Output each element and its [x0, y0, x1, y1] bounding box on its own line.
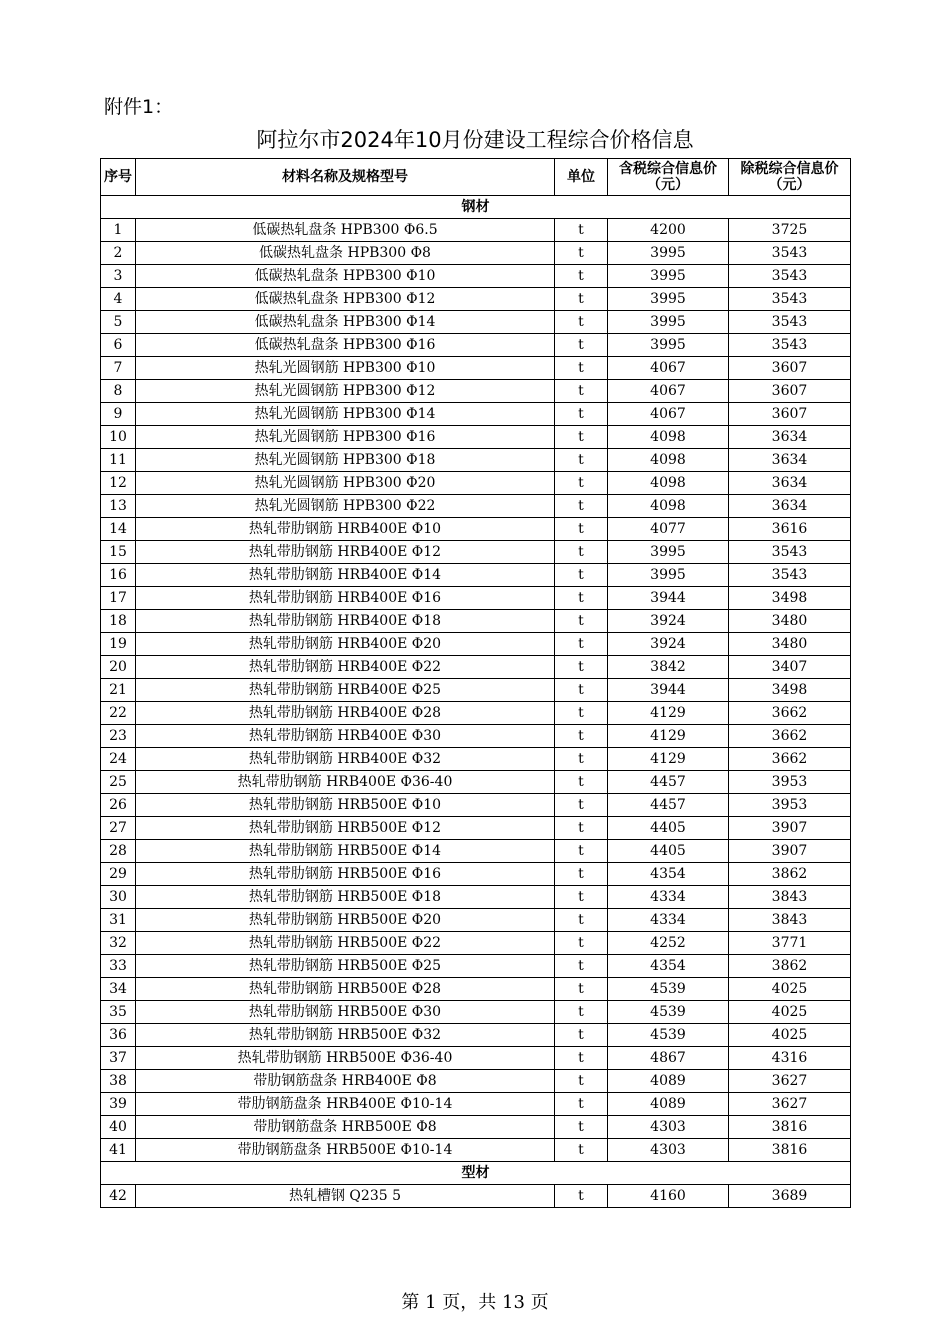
- cell-price-tax: 4067: [608, 380, 729, 403]
- cell-price-notax: 3607: [729, 403, 851, 426]
- cell-unit: t: [555, 771, 608, 794]
- cell-unit: t: [555, 633, 608, 656]
- cell-material-name: 热轧带肋钢筋 HRB400E Φ32: [136, 748, 555, 771]
- cell-row-no: 35: [101, 1001, 136, 1024]
- cell-price-notax: 3689: [729, 1185, 851, 1208]
- cell-price-notax: 3634: [729, 449, 851, 472]
- cell-price-notax: 3607: [729, 380, 851, 403]
- cell-material-name: 热轧带肋钢筋 HRB500E Φ14: [136, 840, 555, 863]
- cell-price-tax: 4867: [608, 1047, 729, 1070]
- cell-price-tax: 4539: [608, 978, 729, 1001]
- cell-price-tax: 4539: [608, 1024, 729, 1047]
- cell-unit: t: [555, 311, 608, 334]
- cell-row-no: 33: [101, 955, 136, 978]
- cell-row-no: 15: [101, 541, 136, 564]
- table-row: [101, 1001, 851, 1024]
- cell-unit: t: [555, 357, 608, 380]
- cell-material-name: 热轧带肋钢筋 HRB500E Φ16: [136, 863, 555, 886]
- cell-price-tax: 4457: [608, 771, 729, 794]
- cell-price-tax: 4354: [608, 863, 729, 886]
- table-row: [101, 932, 851, 955]
- cell-row-no: 38: [101, 1070, 136, 1093]
- table-row: [101, 1093, 851, 1116]
- cell-row-no: 39: [101, 1093, 136, 1116]
- cell-row-no: 30: [101, 886, 136, 909]
- cell-material-name: 带肋钢筋盘条 HRB500E Φ10-14: [136, 1139, 555, 1162]
- cell-price-tax: 4077: [608, 518, 729, 541]
- table-row: [101, 449, 851, 472]
- cell-price-tax: 4354: [608, 955, 729, 978]
- cell-row-no: 13: [101, 495, 136, 518]
- cell-unit: t: [555, 932, 608, 955]
- table-row: [101, 771, 851, 794]
- cell-row-no: 2: [101, 242, 136, 265]
- table-row: [101, 817, 851, 840]
- cell-price-tax: 4539: [608, 1001, 729, 1024]
- table-row: [101, 840, 851, 863]
- cell-unit: t: [555, 265, 608, 288]
- cell-price-notax: 3543: [729, 242, 851, 265]
- table-row: [101, 587, 851, 610]
- table-row: [101, 909, 851, 932]
- cell-material-name: 热轧光圆钢筋 HPB300 Φ16: [136, 426, 555, 449]
- cell-row-no: 26: [101, 794, 136, 817]
- cell-price-notax: 3407: [729, 656, 851, 679]
- cell-price-tax: 3944: [608, 587, 729, 610]
- cell-row-no: 27: [101, 817, 136, 840]
- cell-price-notax: 4025: [729, 1001, 851, 1024]
- cell-material-name: 热轧带肋钢筋 HRB500E Φ22: [136, 932, 555, 955]
- cell-unit: t: [555, 679, 608, 702]
- cell-unit: t: [555, 863, 608, 886]
- table-row: [101, 1139, 851, 1162]
- cell-material-name: 带肋钢筋盘条 HRB400E Φ10-14: [136, 1093, 555, 1116]
- cell-unit: t: [555, 242, 608, 265]
- cell-price-tax: 4334: [608, 886, 729, 909]
- table-row: [101, 1070, 851, 1093]
- cell-row-no: 16: [101, 564, 136, 587]
- cell-price-tax: 3924: [608, 610, 729, 633]
- table-row: [101, 541, 851, 564]
- cell-price-tax: 4098: [608, 449, 729, 472]
- section-row: [101, 196, 851, 219]
- cell-unit: t: [555, 1047, 608, 1070]
- cell-unit: t: [555, 978, 608, 1001]
- table-row: [101, 702, 851, 725]
- cell-material-name: 热轧光圆钢筋 HPB300 Φ12: [136, 380, 555, 403]
- table-row: [101, 748, 851, 771]
- cell-price-tax: 4129: [608, 702, 729, 725]
- cell-price-notax: 3953: [729, 794, 851, 817]
- table-row: [101, 334, 851, 357]
- table-row: [101, 357, 851, 380]
- cell-price-notax: 3627: [729, 1093, 851, 1116]
- cell-price-tax: 4098: [608, 472, 729, 495]
- cell-unit: t: [555, 518, 608, 541]
- cell-material-name: 热轧带肋钢筋 HRB400E Φ20: [136, 633, 555, 656]
- header-price-notax: 除税综合信息价（元）: [729, 159, 851, 196]
- cell-unit: t: [555, 955, 608, 978]
- table-row: [101, 403, 851, 426]
- cell-material-name: 热轧光圆钢筋 HPB300 Φ20: [136, 472, 555, 495]
- cell-material-name: 热轧带肋钢筋 HRB500E Φ20: [136, 909, 555, 932]
- cell-unit: t: [555, 380, 608, 403]
- header-material-name: 材料名称及规格型号: [136, 159, 555, 196]
- cell-unit: t: [555, 1185, 608, 1208]
- table-row: [101, 794, 851, 817]
- cell-material-name: 低碳热轧盘条 HPB300 Φ10: [136, 265, 555, 288]
- cell-price-notax: 4316: [729, 1047, 851, 1070]
- table-row: [101, 472, 851, 495]
- cell-material-name: 低碳热轧盘条 HPB300 Φ16: [136, 334, 555, 357]
- cell-price-tax: 4067: [608, 403, 729, 426]
- cell-material-name: 热轧光圆钢筋 HPB300 Φ14: [136, 403, 555, 426]
- cell-row-no: 11: [101, 449, 136, 472]
- page-footer: 第 1 页，共 13 页: [401, 1292, 549, 1313]
- table-row: [101, 288, 851, 311]
- cell-price-notax: 3607: [729, 357, 851, 380]
- cell-row-no: 7: [101, 357, 136, 380]
- cell-price-notax: 3634: [729, 426, 851, 449]
- cell-price-notax: 4025: [729, 1024, 851, 1047]
- table-row: [101, 610, 851, 633]
- cell-row-no: 1: [101, 219, 136, 242]
- cell-unit: t: [555, 219, 608, 242]
- cell-price-notax: 3627: [729, 1070, 851, 1093]
- table-row: [101, 633, 851, 656]
- cell-material-name: 热轧带肋钢筋 HRB400E Φ30: [136, 725, 555, 748]
- cell-material-name: 低碳热轧盘条 HPB300 Φ12: [136, 288, 555, 311]
- cell-material-name: 热轧槽钢 Q235 5: [136, 1185, 555, 1208]
- cell-price-notax: 3907: [729, 840, 851, 863]
- cell-price-notax: 3543: [729, 541, 851, 564]
- cell-material-name: 热轧带肋钢筋 HRB400E Φ25: [136, 679, 555, 702]
- cell-price-notax: 3662: [729, 702, 851, 725]
- cell-material-name: 带肋钢筋盘条 HRB400E Φ8: [136, 1070, 555, 1093]
- cell-material-name: 热轧带肋钢筋 HRB400E Φ16: [136, 587, 555, 610]
- section-row: [101, 1162, 851, 1185]
- cell-price-notax: 3725: [729, 219, 851, 242]
- cell-row-no: 24: [101, 748, 136, 771]
- cell-unit: t: [555, 426, 608, 449]
- table-row: [101, 564, 851, 587]
- table-row: [101, 725, 851, 748]
- cell-price-tax: 4303: [608, 1139, 729, 1162]
- cell-row-no: 6: [101, 334, 136, 357]
- table-row: [101, 380, 851, 403]
- cell-price-tax: 3924: [608, 633, 729, 656]
- cell-price-notax: 3543: [729, 311, 851, 334]
- cell-unit: t: [555, 288, 608, 311]
- table-row: [101, 679, 851, 702]
- cell-row-no: 18: [101, 610, 136, 633]
- cell-unit: t: [555, 817, 608, 840]
- cell-row-no: 21: [101, 679, 136, 702]
- table-body: [101, 196, 851, 1208]
- cell-price-notax: 3843: [729, 909, 851, 932]
- cell-material-name: 热轧带肋钢筋 HRB500E Φ25: [136, 955, 555, 978]
- cell-material-name: 热轧光圆钢筋 HPB300 Φ10: [136, 357, 555, 380]
- cell-row-no: 4: [101, 288, 136, 311]
- table-row: [101, 978, 851, 1001]
- cell-unit: t: [555, 334, 608, 357]
- cell-material-name: 热轧带肋钢筋 HRB400E Φ18: [136, 610, 555, 633]
- cell-material-name: 热轧带肋钢筋 HRB500E Φ10: [136, 794, 555, 817]
- cell-price-notax: 3634: [729, 495, 851, 518]
- cell-row-no: 29: [101, 863, 136, 886]
- cell-price-notax: 3662: [729, 725, 851, 748]
- cell-price-tax: 4160: [608, 1185, 729, 1208]
- cell-unit: t: [555, 472, 608, 495]
- cell-price-notax: 3543: [729, 265, 851, 288]
- cell-price-tax: 4334: [608, 909, 729, 932]
- cell-price-tax: 4129: [608, 725, 729, 748]
- cell-unit: t: [555, 909, 608, 932]
- table-row: [101, 955, 851, 978]
- cell-price-tax: 3995: [608, 265, 729, 288]
- cell-material-name: 热轧带肋钢筋 HRB500E Φ30: [136, 1001, 555, 1024]
- cell-row-no: 36: [101, 1024, 136, 1047]
- cell-price-tax: 4303: [608, 1116, 729, 1139]
- cell-price-notax: 3480: [729, 610, 851, 633]
- cell-price-notax: 3616: [729, 518, 851, 541]
- cell-row-no: 40: [101, 1116, 136, 1139]
- cell-row-no: 42: [101, 1185, 136, 1208]
- cell-price-notax: 3816: [729, 1116, 851, 1139]
- cell-row-no: 3: [101, 265, 136, 288]
- cell-row-no: 41: [101, 1139, 136, 1162]
- cell-price-tax: 3842: [608, 656, 729, 679]
- cell-material-name: 热轧带肋钢筋 HRB500E Φ28: [136, 978, 555, 1001]
- cell-row-no: 10: [101, 426, 136, 449]
- cell-price-notax: 3543: [729, 564, 851, 587]
- cell-unit: t: [555, 403, 608, 426]
- cell-material-name: 热轧带肋钢筋 HRB400E Φ14: [136, 564, 555, 587]
- document-title: 阿拉尔市2024年10月份建设工程综合价格信息: [256, 128, 694, 152]
- cell-row-no: 31: [101, 909, 136, 932]
- cell-material-name: 热轧带肋钢筋 HRB500E Φ36-40: [136, 1047, 555, 1070]
- cell-row-no: 12: [101, 472, 136, 495]
- cell-row-no: 32: [101, 932, 136, 955]
- cell-material-name: 热轧带肋钢筋 HRB400E Φ22: [136, 656, 555, 679]
- table-row: [101, 495, 851, 518]
- cell-price-notax: 3771: [729, 932, 851, 955]
- cell-row-no: 14: [101, 518, 136, 541]
- table-row: [101, 265, 851, 288]
- table-row: [101, 219, 851, 242]
- cell-material-name: 带肋钢筋盘条 HRB500E Φ8: [136, 1116, 555, 1139]
- cell-row-no: 17: [101, 587, 136, 610]
- cell-material-name: 热轧带肋钢筋 HRB400E Φ10: [136, 518, 555, 541]
- table-row: [101, 886, 851, 909]
- section-title: 钢材: [101, 196, 851, 219]
- cell-unit: t: [555, 610, 608, 633]
- cell-unit: t: [555, 840, 608, 863]
- cell-material-name: 热轧带肋钢筋 HRB500E Φ32: [136, 1024, 555, 1047]
- cell-price-tax: 4089: [608, 1070, 729, 1093]
- cell-price-notax: 3498: [729, 587, 851, 610]
- cell-row-no: 8: [101, 380, 136, 403]
- table-row: [101, 1047, 851, 1070]
- cell-material-name: 低碳热轧盘条 HPB300 Φ14: [136, 311, 555, 334]
- cell-unit: t: [555, 656, 608, 679]
- cell-price-notax: 3862: [729, 955, 851, 978]
- header-price-tax: 含税综合信息价（元）: [608, 159, 729, 196]
- cell-row-no: 23: [101, 725, 136, 748]
- cell-price-tax: 4252: [608, 932, 729, 955]
- cell-unit: t: [555, 564, 608, 587]
- cell-material-name: 热轧带肋钢筋 HRB400E Φ36-40: [136, 771, 555, 794]
- table-row: [101, 1116, 851, 1139]
- cell-unit: t: [555, 541, 608, 564]
- cell-price-notax: 4025: [729, 978, 851, 1001]
- table-row: [101, 863, 851, 886]
- table-row: [101, 1185, 851, 1208]
- cell-row-no: 37: [101, 1047, 136, 1070]
- cell-unit: t: [555, 1024, 608, 1047]
- cell-unit: t: [555, 725, 608, 748]
- cell-row-no: 28: [101, 840, 136, 863]
- cell-price-tax: 3995: [608, 288, 729, 311]
- cell-row-no: 19: [101, 633, 136, 656]
- cell-price-tax: 3995: [608, 564, 729, 587]
- table-row: [101, 242, 851, 265]
- table-row: [101, 426, 851, 449]
- cell-price-tax: 4067: [608, 357, 729, 380]
- cell-price-tax: 3944: [608, 679, 729, 702]
- cell-price-notax: 3843: [729, 886, 851, 909]
- cell-price-tax: 3995: [608, 311, 729, 334]
- cell-row-no: 34: [101, 978, 136, 1001]
- table-header-row: [101, 159, 851, 196]
- cell-unit: t: [555, 1139, 608, 1162]
- price-table: [100, 158, 851, 1208]
- table-row: [101, 311, 851, 334]
- cell-price-tax: 3995: [608, 242, 729, 265]
- cell-price-notax: 3634: [729, 472, 851, 495]
- cell-price-notax: 3907: [729, 817, 851, 840]
- cell-price-tax: 4200: [608, 219, 729, 242]
- cell-price-notax: 3480: [729, 633, 851, 656]
- cell-price-notax: 3816: [729, 1139, 851, 1162]
- cell-unit: t: [555, 748, 608, 771]
- cell-unit: t: [555, 794, 608, 817]
- cell-unit: t: [555, 1116, 608, 1139]
- cell-unit: t: [555, 886, 608, 909]
- header-no: 序号: [101, 159, 136, 196]
- cell-unit: t: [555, 495, 608, 518]
- cell-price-tax: 4405: [608, 817, 729, 840]
- cell-material-name: 热轧带肋钢筋 HRB500E Φ18: [136, 886, 555, 909]
- header-unit: 单位: [555, 159, 608, 196]
- cell-material-name: 热轧光圆钢筋 HPB300 Φ22: [136, 495, 555, 518]
- cell-row-no: 9: [101, 403, 136, 426]
- cell-material-name: 热轧带肋钢筋 HRB400E Φ12: [136, 541, 555, 564]
- cell-unit: t: [555, 1093, 608, 1116]
- cell-price-tax: 4405: [608, 840, 729, 863]
- table-row: [101, 518, 851, 541]
- cell-price-notax: 3543: [729, 334, 851, 357]
- cell-price-tax: 4098: [608, 495, 729, 518]
- cell-price-tax: 4457: [608, 794, 729, 817]
- cell-row-no: 22: [101, 702, 136, 725]
- cell-price-notax: 3953: [729, 771, 851, 794]
- table-row: [101, 656, 851, 679]
- cell-material-name: 热轧带肋钢筋 HRB400E Φ28: [136, 702, 555, 725]
- cell-row-no: 25: [101, 771, 136, 794]
- cell-price-notax: 3662: [729, 748, 851, 771]
- cell-material-name: 低碳热轧盘条 HPB300 Φ8: [136, 242, 555, 265]
- cell-unit: t: [555, 1070, 608, 1093]
- cell-row-no: 20: [101, 656, 136, 679]
- table-row: [101, 1024, 851, 1047]
- cell-material-name: 低碳热轧盘条 HPB300 Φ6.5: [136, 219, 555, 242]
- section-title: 型材: [101, 1162, 851, 1185]
- cell-price-tax: 3995: [608, 334, 729, 357]
- cell-price-tax: 4089: [608, 1093, 729, 1116]
- cell-price-tax: 4098: [608, 426, 729, 449]
- attachment-label: 附件1：: [104, 96, 174, 118]
- cell-price-notax: 3862: [729, 863, 851, 886]
- cell-price-notax: 3498: [729, 679, 851, 702]
- cell-row-no: 5: [101, 311, 136, 334]
- cell-price-notax: 3543: [729, 288, 851, 311]
- cell-price-tax: 4129: [608, 748, 729, 771]
- cell-unit: t: [555, 702, 608, 725]
- cell-material-name: 热轧带肋钢筋 HRB500E Φ12: [136, 817, 555, 840]
- cell-unit: t: [555, 449, 608, 472]
- cell-unit: t: [555, 587, 608, 610]
- cell-unit: t: [555, 1001, 608, 1024]
- cell-material-name: 热轧光圆钢筋 HPB300 Φ18: [136, 449, 555, 472]
- cell-price-tax: 3995: [608, 541, 729, 564]
